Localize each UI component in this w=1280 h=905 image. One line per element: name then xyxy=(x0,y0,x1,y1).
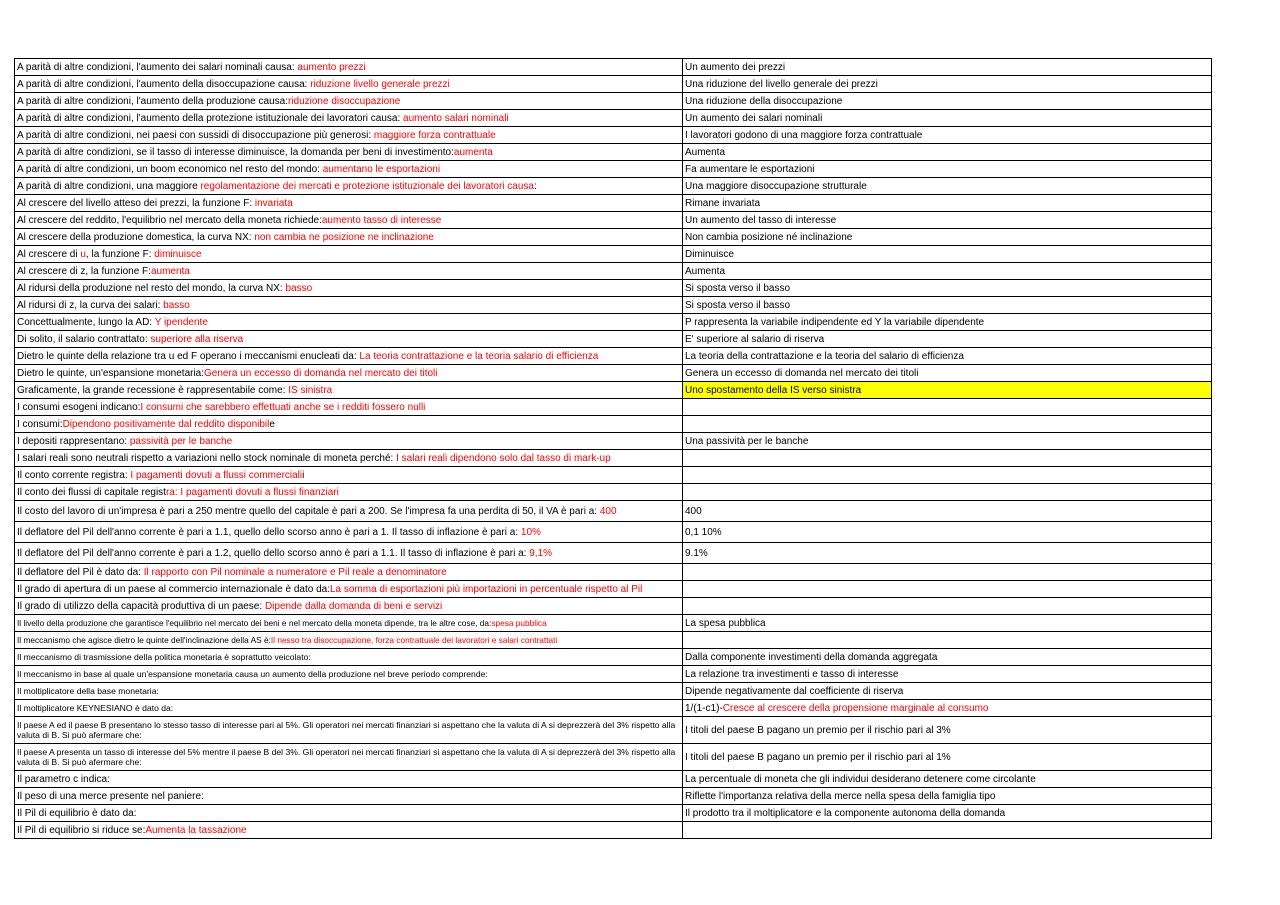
table-row xyxy=(15,581,1212,598)
answer-cell[interactable] xyxy=(683,382,1212,399)
answer-cell[interactable] xyxy=(683,416,1212,433)
question-cell[interactable] xyxy=(15,581,683,598)
question-text: Al crescere del livello atteso dei prezzi, la funzione F: xyxy=(17,197,255,209)
question-answer-text: Genera un eccesso di domanda nel mercato dei titoli xyxy=(204,367,438,379)
answer-text: La percentuale di moneta che gli individui desiderano detenere come circolante xyxy=(685,773,1036,785)
question-text: Il deflatore del Pil dell'anno corrente è pari a 1.1, quello dello scorso anno è pari a 1. Il tasso di inflazione è pari a: xyxy=(17,526,521,538)
question-text: I consumi esogeni indicano: xyxy=(17,401,141,413)
table-row xyxy=(15,229,1212,246)
answer-cell[interactable] xyxy=(683,110,1212,127)
answer-text: 0,1 10% xyxy=(685,526,722,538)
answer-text: Fa aumentare le esportazioni xyxy=(685,163,815,175)
question-answer-text: non cambia ne posizione ne inclinazione xyxy=(254,231,434,243)
question-answer-text: La somma di esportazioni più importazioni in percentuale rispetto al Pil xyxy=(329,583,643,595)
question-text: Al crescere della produzione domestica, la curva NX: xyxy=(17,231,255,243)
answer-cell[interactable] xyxy=(683,178,1212,195)
question-text: Il moltiplicatore della base monetaria: xyxy=(17,686,159,696)
question-text: Al crescere di xyxy=(17,248,81,260)
answer-cell[interactable] xyxy=(683,297,1212,314)
question-cell[interactable] xyxy=(15,195,683,212)
question-answer-text: La teoria contrattazione e la teoria salario di efficienza xyxy=(359,350,599,362)
answer-cell[interactable] xyxy=(683,93,1212,110)
question-text: Il grado di apertura di un paese al commercio internazionale è dato da: xyxy=(17,583,330,595)
question-text: , la funzione F: xyxy=(85,248,155,260)
question-text: Il paese A presenta un tasso di interesse del 5% mentre il paese B del 3%. Gli operatori nei mercati finanziari si aspettano che la valuta di A si deprezzerà del 3% rispetto alla valuta di B. Si può afermare che: xyxy=(17,747,676,767)
question-answer-text: riduzione livello generale prezzi xyxy=(310,78,450,90)
question-cell[interactable] xyxy=(15,144,683,161)
question-cell[interactable] xyxy=(15,598,683,615)
question-cell[interactable] xyxy=(15,399,683,416)
question-cell[interactable] xyxy=(15,93,683,110)
table-row xyxy=(15,93,1212,110)
answer-cell[interactable] xyxy=(683,581,1212,598)
answer-text: Diminuisce xyxy=(685,248,734,260)
table-row xyxy=(15,433,1212,450)
question-cell[interactable] xyxy=(15,564,683,581)
question-text: Il meccanismo in base al quale un'espansione monetaria causa un aumento della produzione nel breve periodo comprende: xyxy=(17,669,488,679)
answer-cell[interactable] xyxy=(683,788,1212,805)
answer-cell[interactable] xyxy=(683,246,1212,263)
question-answer-text: Dipende dalla domanda di beni e servizi xyxy=(264,600,443,612)
table-row xyxy=(15,700,1212,717)
question-cell[interactable] xyxy=(15,212,683,229)
answer-cell[interactable] xyxy=(683,399,1212,416)
answer-text: Dalla componente investimenti della domanda aggregata xyxy=(685,651,938,663)
table-row xyxy=(15,59,1212,76)
answer-text: Aumenta xyxy=(685,146,726,158)
question-text: Di solito, il salario contrattato: xyxy=(17,333,151,345)
question-cell[interactable] xyxy=(15,178,683,195)
question-cell[interactable] xyxy=(15,297,683,314)
table-row xyxy=(15,598,1212,615)
question-answer-text: aumenta xyxy=(150,265,190,277)
question-answer-text: aumenta xyxy=(453,146,493,158)
question-answer-text: 400 xyxy=(599,505,617,517)
question-answer-text: I salari reali dipendono solo dal tasso di mark-up xyxy=(396,452,611,464)
question-cell[interactable] xyxy=(15,501,683,522)
table-row xyxy=(15,805,1212,822)
table-row xyxy=(15,127,1212,144)
table-row xyxy=(15,195,1212,212)
table-row xyxy=(15,788,1212,805)
answer-cell[interactable] xyxy=(683,280,1212,297)
question-cell[interactable] xyxy=(15,314,683,331)
question-text: : xyxy=(533,180,537,192)
question-cell[interactable] xyxy=(15,280,683,297)
answer-cell[interactable] xyxy=(683,543,1212,564)
answer-text: 9.1% xyxy=(685,547,708,559)
answer-cell[interactable] xyxy=(683,348,1212,365)
question-answer-text: aumento prezzi xyxy=(297,61,366,73)
table-row xyxy=(15,522,1212,543)
question-text: Concettualmente, lungo la AD: xyxy=(17,316,155,328)
answer-cell[interactable] xyxy=(683,450,1212,467)
question-text: Al crescere del reddito, l'equilibrio nel mercato della moneta richiede: xyxy=(17,214,322,226)
question-cell[interactable] xyxy=(15,331,683,348)
question-cell[interactable] xyxy=(15,365,683,382)
answer-cell[interactable] xyxy=(683,649,1212,666)
answer-note: Cresce al crescere della propensione marginale al consumo xyxy=(722,702,989,714)
question-text: I depositi rappresentano: xyxy=(17,435,130,447)
question-answer-text: 9,1% xyxy=(529,547,553,559)
question-text: Il Pil di equilibrio si riduce se: xyxy=(17,824,146,836)
question-cell[interactable] xyxy=(15,382,683,399)
answer-text: La spesa pubblica xyxy=(685,617,766,629)
question-cell[interactable] xyxy=(15,161,683,178)
table-row xyxy=(15,212,1212,229)
table-row xyxy=(15,280,1212,297)
table-row xyxy=(15,161,1212,178)
question-answer-text: regolamentazione dei mercati e protezione istituzionale dei lavoratori causa xyxy=(200,180,534,192)
question-text: Il costo del lavoro di un'impresa è pari a 250 mentre quello del capitale è pari a 200. Se l'impresa fa una perdita di 50, il VA è pari a: xyxy=(17,505,600,517)
question-cell[interactable] xyxy=(15,666,683,683)
question-text: A parità di altre condizioni, l'aumento della disoccupazione causa: xyxy=(17,78,311,90)
question-cell[interactable] xyxy=(15,263,683,280)
table-row xyxy=(15,331,1212,348)
table-row xyxy=(15,683,1212,700)
question-text: i xyxy=(302,469,305,481)
answer-text: Non cambia posizione né inclinazione xyxy=(685,231,853,243)
table-row xyxy=(15,416,1212,433)
question-text: Il conto dei flussi di capitale regist xyxy=(17,486,166,498)
question-answer-text: aumento tasso di interesse xyxy=(321,214,442,226)
answer-cell[interactable] xyxy=(683,666,1212,683)
answer-cell[interactable] xyxy=(683,700,1212,717)
answer-cell[interactable] xyxy=(683,717,1212,744)
answer-cell[interactable] xyxy=(683,484,1212,501)
answer-text: Riflette l'importanza relativa della merce nella spesa della famiglia tipo xyxy=(685,790,996,802)
question-answer-text: passività per le banche xyxy=(129,435,233,447)
question-answer-text: basso xyxy=(163,299,190,311)
question-text: A parità di altre condizioni, l'aumento della protezione istituzionale dei lavoratori causa: xyxy=(17,112,404,124)
answer-text: Si sposta verso il basso xyxy=(685,299,791,311)
question-cell[interactable] xyxy=(15,543,683,564)
answer-cell[interactable] xyxy=(683,598,1212,615)
question-cell[interactable] xyxy=(15,744,683,771)
question-answer-text: 10% xyxy=(520,526,541,538)
question-text: A parità di altre condizioni, l'aumento dei salari nominali causa: xyxy=(17,61,298,73)
question-text: A parità di altre condizioni, una maggiore xyxy=(17,180,201,192)
question-cell[interactable] xyxy=(15,467,683,484)
question-answer-text: aumento salari nominali xyxy=(403,112,509,124)
answer-text: Una maggiore disoccupazione strutturale xyxy=(685,180,867,192)
answer-text: P rappresenta la variabile indipendente ed Y la variabile dipendente xyxy=(685,316,985,328)
question-cell[interactable] xyxy=(15,110,683,127)
answer-cell[interactable] xyxy=(683,683,1212,700)
question-answer-text: Dipendono positivamente dal reddito disponibil xyxy=(62,418,270,430)
answer-cell[interactable] xyxy=(683,161,1212,178)
question-answer-text: invariata xyxy=(254,197,293,209)
answer-text: I lavoratori godono di una maggiore forza contrattuale xyxy=(685,129,923,141)
question-text: Il livello della produzione che garantisce l'equilibrio nel mercato dei beni e nel mercato della moneta dipende, tra le altre cose, da: xyxy=(17,618,492,628)
table-row xyxy=(15,501,1212,522)
question-text: Il parametro c indica: xyxy=(17,773,110,785)
question-text: A parità di altre condizioni, l'aumento della produzione causa: xyxy=(17,95,288,107)
answer-text: Una riduzione della disoccupazione xyxy=(685,95,843,107)
table-row xyxy=(15,399,1212,416)
question-cell[interactable] xyxy=(15,632,683,649)
table-row xyxy=(15,365,1212,382)
answer-text: Una riduzione del livello generale dei prezzi xyxy=(685,78,878,90)
question-cell[interactable] xyxy=(15,59,683,76)
table-row xyxy=(15,348,1212,365)
answer-cell[interactable] xyxy=(683,501,1212,522)
answer-cell[interactable] xyxy=(683,771,1212,788)
table-row xyxy=(15,615,1212,632)
table-row xyxy=(15,467,1212,484)
answer-cell[interactable] xyxy=(683,59,1212,76)
answer-cell[interactable] xyxy=(683,433,1212,450)
answer-cell[interactable] xyxy=(683,805,1212,822)
answer-cell[interactable] xyxy=(683,144,1212,161)
question-cell[interactable] xyxy=(15,416,683,433)
table-row xyxy=(15,744,1212,771)
table-row xyxy=(15,450,1212,467)
question-answer-text: u xyxy=(80,248,86,260)
table-row xyxy=(15,110,1212,127)
table-row xyxy=(15,822,1212,839)
answer-text: Un aumento del tasso di interesse xyxy=(685,214,837,226)
question-text: Il grado di utilizzo della capacità produttiva di un paese: xyxy=(17,600,265,612)
question-answer-text: Il rapporto con Pil nominale a numeratore e Pil reale a denominatore xyxy=(143,566,447,578)
question-text: Il Pil di equilibrio è dato da: xyxy=(17,807,137,819)
table-row xyxy=(15,666,1212,683)
question-answer-text: diminuisce xyxy=(154,248,202,260)
answer-cell[interactable] xyxy=(683,314,1212,331)
question-answer-text: riduzione disoccupazione xyxy=(287,95,401,107)
answer-text: Una passività per le banche xyxy=(685,435,809,447)
question-cell[interactable] xyxy=(15,717,683,744)
question-answer-text: ra: I pagamenti dovuti a flussi finanziari xyxy=(165,486,339,498)
table-row xyxy=(15,649,1212,666)
question-answer-text: Il nesso tra disoccupazione, forza contrattuale dei lavoratori e salari contrattati xyxy=(270,635,558,645)
question-text: A parità di altre condizioni, se il tasso di interesse diminuisce, la domanda per beni di investimento: xyxy=(17,146,454,158)
question-text: e xyxy=(269,418,275,430)
question-text: Il paese A ed il paese B presentano lo stesso tasso di interesse pari al 5%. Gli operatori nei mercati finanziari si aspettano che la valuta di A si deprezzerà del 3% rispetto alla valuta di B. Si può afermare che: xyxy=(17,720,676,740)
question-cell[interactable] xyxy=(15,771,683,788)
question-cell[interactable] xyxy=(15,822,683,839)
answer-text: Aumenta xyxy=(685,265,726,277)
question-answer-text: maggiore forza contrattuale xyxy=(373,129,496,141)
spreadsheet-table xyxy=(14,58,1212,839)
answer-text: 400 xyxy=(685,505,702,517)
answer-text: E' superiore al salario di riserva xyxy=(685,333,825,345)
answer-text: Un aumento dei salari nominali xyxy=(685,112,823,124)
question-cell[interactable] xyxy=(15,433,683,450)
table-row xyxy=(15,144,1212,161)
question-cell[interactable] xyxy=(15,683,683,700)
table-row xyxy=(15,632,1212,649)
answer-text: Si sposta verso il basso xyxy=(685,282,791,294)
answer-cell[interactable] xyxy=(683,744,1212,771)
question-answer-text: Aumenta la tassazione xyxy=(145,824,247,836)
question-text: I consumi: xyxy=(17,418,63,430)
question-text: Il deflatore del Pil dell'anno corrente è pari a 1.2, quello dello scorso anno è pari a 1.1. Il tasso di inflazione è pari a: xyxy=(17,547,530,559)
question-text: Il meccanismo di trasmissione della politica monetaria è soprattutto veicolato: xyxy=(17,652,311,662)
answer-text: Uno spostamento della IS verso sinistra xyxy=(685,384,862,396)
question-cell[interactable] xyxy=(15,788,683,805)
question-text: Il moltiplicatore KEYNESIANO è dato da: xyxy=(17,703,174,713)
question-text: Al ridursi di z, la curva dei salari: xyxy=(17,299,164,311)
question-answer-text: basso xyxy=(285,282,313,294)
answer-text: I titoli del paese B pagano un premio per il rischio pari al 3% xyxy=(685,724,951,736)
answer-cell[interactable] xyxy=(683,615,1212,632)
answer-cell[interactable] xyxy=(683,522,1212,543)
answer-cell[interactable] xyxy=(683,229,1212,246)
question-text: Il meccanismo che agisce dietro le quinte dell'inclinazione della AS è: xyxy=(17,635,271,645)
table-row xyxy=(15,564,1212,581)
answer-text: Dipende negativamente dal coefficiente di riserva xyxy=(685,685,904,697)
question-cell[interactable] xyxy=(15,76,683,93)
question-answer-text: I pagamenti dovuti a flussi commerciali xyxy=(130,469,303,481)
question-cell[interactable] xyxy=(15,522,683,543)
answer-text: Un aumento dei prezzi xyxy=(685,61,786,73)
table-row xyxy=(15,314,1212,331)
question-text: Il peso di una merce presente nel paniere: xyxy=(17,790,204,802)
table-row xyxy=(15,246,1212,263)
question-answer-text: spesa pubblica xyxy=(491,618,547,628)
question-text: Al crescere di z, la funzione F: xyxy=(17,265,151,277)
question-answer-text: Y ipendente xyxy=(154,316,208,328)
answer-cell[interactable] xyxy=(683,263,1212,280)
answer-cell[interactable] xyxy=(683,331,1212,348)
answer-text: Rimane invariata xyxy=(685,197,761,209)
table-row xyxy=(15,771,1212,788)
answer-cell[interactable] xyxy=(683,632,1212,649)
question-text: A parità di altre condizioni, nei paesi con sussidi di disoccupazione più generosi: xyxy=(17,129,374,141)
table-row xyxy=(15,178,1212,195)
answer-cell[interactable] xyxy=(683,76,1212,93)
answer-text: 1/(1-c1)- xyxy=(685,702,723,714)
question-text: I salari reali sono neutrali rispetto a variazioni nello stock nominale di moneta perché: xyxy=(17,452,397,464)
table-body xyxy=(15,59,1212,839)
question-cell[interactable] xyxy=(15,484,683,501)
table-row xyxy=(15,543,1212,564)
table-row xyxy=(15,717,1212,744)
question-cell[interactable] xyxy=(15,450,683,467)
question-cell[interactable] xyxy=(15,649,683,666)
answer-text: I titoli del paese B pagano un premio per il rischio pari al 1% xyxy=(685,751,951,763)
answer-text: La relazione tra investimenti e tasso di interesse xyxy=(685,668,899,680)
answer-cell[interactable] xyxy=(683,212,1212,229)
answer-text: Genera un eccesso di domanda nel mercato dei titoli xyxy=(685,367,919,379)
answer-cell[interactable] xyxy=(683,564,1212,581)
question-cell[interactable] xyxy=(15,805,683,822)
table-row xyxy=(15,297,1212,314)
table-row xyxy=(15,484,1212,501)
question-answer-text: aumentano le esportazioni xyxy=(322,163,441,175)
answer-cell[interactable] xyxy=(683,127,1212,144)
question-text: Graficamente, la grande recessione è rappresentabile come: xyxy=(17,384,289,396)
answer-text: Il prodotto tra il moltiplicatore e la componente autonoma della domanda xyxy=(685,807,1006,819)
question-text: A parità di altre condizioni, un boom economico nel resto del mondo: xyxy=(17,163,323,175)
question-text: Al ridursi della produzione nel resto del mondo, la curva NX: xyxy=(17,282,286,294)
answer-cell[interactable] xyxy=(683,195,1212,212)
question-text: Il deflatore del Pil è dato da: xyxy=(17,566,144,578)
table-row xyxy=(15,382,1212,399)
answer-cell[interactable] xyxy=(683,467,1212,484)
question-cell[interactable] xyxy=(15,700,683,717)
answer-cell[interactable] xyxy=(683,822,1212,839)
question-cell[interactable] xyxy=(15,127,683,144)
answer-cell[interactable] xyxy=(683,365,1212,382)
answer-text: La teoria della contrattazione e la teoria del salario di efficienza xyxy=(685,350,964,362)
question-cell[interactable] xyxy=(15,246,683,263)
question-answer-text: IS sinistra xyxy=(288,384,333,396)
question-answer-text: superiore alla riserva xyxy=(150,333,244,345)
question-cell[interactable] xyxy=(15,348,683,365)
question-cell[interactable] xyxy=(15,229,683,246)
question-text: Dietro le quinte, un'espansione monetaria: xyxy=(17,367,205,379)
table-row xyxy=(15,263,1212,280)
table-row xyxy=(15,76,1212,93)
question-answer-text: I consumi che sarebbero effettuati anche se i redditi fossero nulli xyxy=(140,401,426,413)
question-text: Dietro le quinte della relazione tra u ed F operano i meccanismi enucleati da: xyxy=(17,350,360,362)
question-text: Il conto corrente registra: xyxy=(17,469,131,481)
question-cell[interactable] xyxy=(15,615,683,632)
